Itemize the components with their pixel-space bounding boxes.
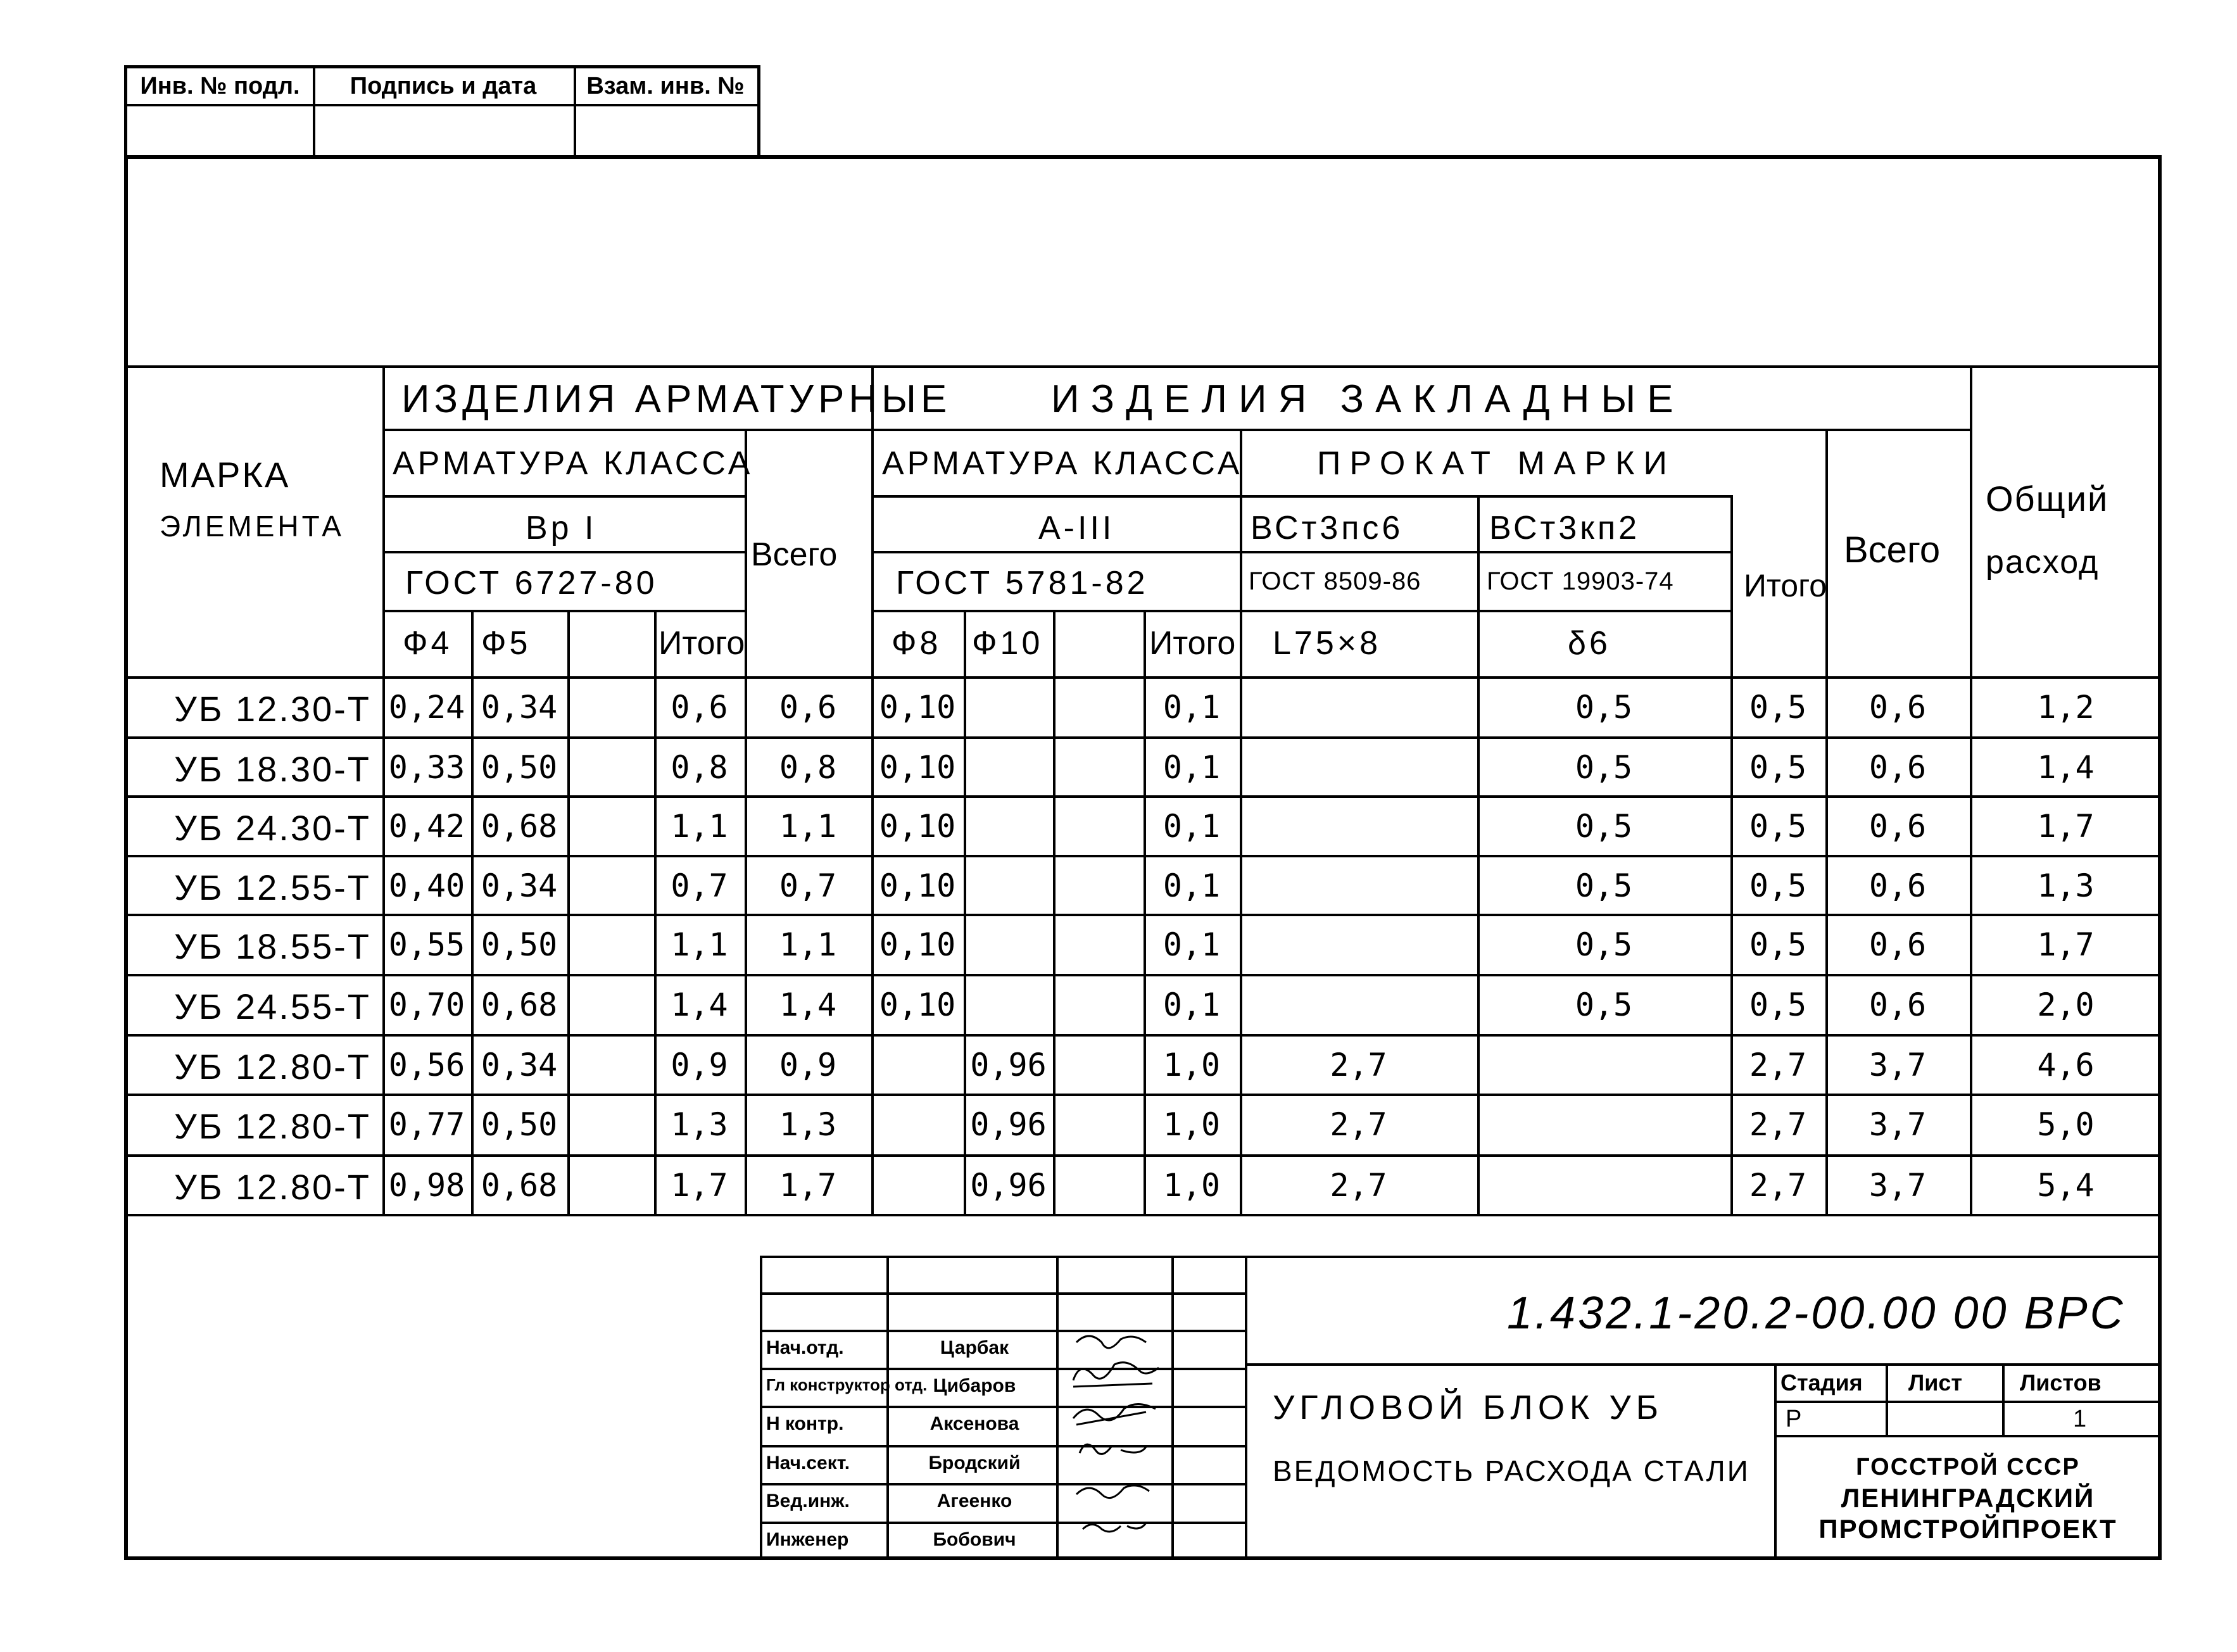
header-gost4: ГОСТ 19903-74 bbox=[1487, 567, 1674, 595]
cell-it1: 0,7 bbox=[671, 867, 728, 904]
cell-f8: 0,10 bbox=[879, 689, 956, 726]
cell-d6: 0,5 bbox=[1575, 689, 1633, 726]
cell-mark: УБ 12.80-Т bbox=[174, 1106, 371, 1146]
header-obshiy-line2: расход bbox=[1986, 544, 2100, 581]
cell-vs1: 1,3 bbox=[779, 1106, 837, 1143]
header-itogo1: Итого bbox=[658, 625, 745, 662]
signature-aksenova bbox=[1073, 1404, 1156, 1425]
cell-l75: 2,7 bbox=[1330, 1167, 1387, 1204]
signer-name: Цибаров bbox=[933, 1375, 1016, 1396]
cell-total: 1,3 bbox=[2037, 867, 2095, 904]
cell-mark: УБ 12.80-Т bbox=[174, 1167, 371, 1207]
cell-it3: 0,5 bbox=[1749, 987, 1807, 1023]
cell-vs2: 0,6 bbox=[1868, 867, 1927, 904]
cell-it1: 1,4 bbox=[671, 987, 728, 1023]
cell-f5: 0,50 bbox=[481, 1106, 558, 1143]
cell-total: 2,0 bbox=[2037, 987, 2095, 1023]
cell-vs1: 1,4 bbox=[779, 987, 837, 1023]
cell-it1: 0,9 bbox=[671, 1047, 728, 1083]
cell-total: 5,4 bbox=[2037, 1167, 2095, 1204]
signer-name: Царбак bbox=[940, 1337, 1009, 1358]
cell-f4: 0,40 bbox=[388, 867, 465, 904]
header-gost3: ГОСТ 8509-86 bbox=[1249, 567, 1421, 595]
cell-l75: 2,7 bbox=[1330, 1106, 1387, 1143]
document-name-line2: ВЕДОМОСТЬ РАСХОДА СТАЛИ bbox=[1273, 1454, 1750, 1487]
header-obshiy-line1: Общий bbox=[1986, 479, 2109, 519]
signature-tsarbak bbox=[1076, 1336, 1146, 1348]
cell-vs2: 0,6 bbox=[1868, 926, 1927, 963]
org-line3: ПРОМСТРОЙПРОЕКТ bbox=[1818, 1514, 2117, 1544]
cell-it3: 0,5 bbox=[1749, 926, 1807, 963]
cell-f5: 0,50 bbox=[481, 926, 558, 963]
cell-d6: 0,5 bbox=[1575, 749, 1633, 786]
header-gost1: ГОСТ 6727-80 bbox=[405, 565, 658, 602]
cell-it2: 0,1 bbox=[1163, 867, 1221, 904]
header-gost2: ГОСТ 5781-82 bbox=[896, 565, 1149, 602]
stamp-inv-podl-label: Инв. № подл. bbox=[127, 68, 313, 106]
cell-f5: 0,68 bbox=[481, 987, 558, 1023]
cell-vs2: 3,7 bbox=[1868, 1106, 1927, 1143]
signature-ageenko bbox=[1076, 1485, 1149, 1498]
cell-mark: УБ 24.55-Т bbox=[174, 987, 371, 1026]
stamp-vzam-label: Взам. инв. № bbox=[574, 68, 757, 106]
signer-role: Вед.инж. bbox=[766, 1491, 850, 1511]
header-arm-klassa-2: АРМАТУРА КЛАССА bbox=[882, 445, 1243, 482]
cell-f4: 0,70 bbox=[388, 987, 465, 1023]
cell-l75: 2,7 bbox=[1330, 1047, 1387, 1083]
header-l75: L75×8 bbox=[1273, 625, 1382, 662]
signer-role: Инженер bbox=[766, 1529, 849, 1550]
cell-it3: 0,5 bbox=[1749, 867, 1807, 904]
header-mark-line1: МАРКА bbox=[160, 455, 291, 495]
cell-f4: 0,77 bbox=[388, 1106, 465, 1143]
cell-f5: 0,34 bbox=[481, 1047, 558, 1083]
header-phi8: Ф8 bbox=[892, 625, 942, 662]
cell-mark: УБ 12.80-Т bbox=[174, 1047, 371, 1087]
cell-vs2: 0,6 bbox=[1868, 689, 1927, 726]
header-izd-arm: ИЗДЕЛИЯ АРМАТУРНЫЕ bbox=[401, 377, 952, 421]
cell-it3: 0,5 bbox=[1749, 749, 1807, 786]
cell-mark: УБ 18.55-Т bbox=[174, 926, 371, 966]
cell-f8: 0,10 bbox=[879, 987, 956, 1023]
cell-it2: 0,1 bbox=[1163, 926, 1221, 963]
cell-d6: 0,5 bbox=[1575, 867, 1633, 904]
signer-name: Аксенова bbox=[929, 1413, 1019, 1434]
cell-it2: 0,1 bbox=[1163, 689, 1221, 726]
cell-it1: 1,3 bbox=[671, 1106, 728, 1143]
signer-role: Гл конструктор отд. bbox=[766, 1375, 928, 1394]
header-vsego1: Всего bbox=[751, 536, 838, 573]
cell-mark: УБ 24.30-Т bbox=[174, 808, 371, 848]
cell-f4: 0,56 bbox=[388, 1047, 465, 1083]
header-phi4: Ф4 bbox=[403, 625, 453, 662]
cell-f4: 0,33 bbox=[388, 749, 465, 786]
header-bp1: Вр I bbox=[526, 510, 597, 546]
cell-vs2: 3,7 bbox=[1868, 1047, 1927, 1083]
cell-it3: 0,5 bbox=[1749, 689, 1807, 726]
header-prokat: ПРОКАТ МАРКИ bbox=[1317, 445, 1676, 482]
document-name-line1: УГЛОВОЙ БЛОК УБ bbox=[1273, 1389, 1664, 1427]
cell-f8: 0,10 bbox=[879, 808, 956, 845]
document-code: 1.432.1-20.2-00.00 00 ВРС bbox=[1507, 1288, 2126, 1339]
cell-vs2: 3,7 bbox=[1868, 1167, 1927, 1204]
cell-f5: 0,68 bbox=[481, 1167, 558, 1204]
cell-it3: 0,5 bbox=[1749, 808, 1807, 845]
cell-f5: 0,34 bbox=[481, 689, 558, 726]
cell-total: 1,7 bbox=[2037, 926, 2095, 963]
cell-d6: 0,5 bbox=[1575, 926, 1633, 963]
cell-it2: 0,1 bbox=[1163, 987, 1221, 1023]
cell-it1: 0,8 bbox=[671, 749, 728, 786]
signature-brodsky bbox=[1080, 1444, 1146, 1454]
header-phi5: Ф5 bbox=[481, 625, 531, 662]
signer-role: Н контр. bbox=[766, 1413, 844, 1434]
header-arm-klassa-1: АРМАТУРА КЛАССА bbox=[393, 445, 753, 482]
cell-f4: 0,24 bbox=[388, 689, 465, 726]
cell-total: 1,2 bbox=[2037, 689, 2095, 726]
signer-name: Бобович bbox=[933, 1529, 1016, 1550]
cell-it2: 0,1 bbox=[1163, 808, 1221, 845]
cell-f10: 0,96 bbox=[970, 1167, 1047, 1204]
cell-f4: 0,42 bbox=[388, 808, 465, 845]
cell-f10: 0,96 bbox=[970, 1106, 1047, 1143]
cell-vs2: 0,6 bbox=[1868, 749, 1927, 786]
header-vst3kp2: ВСт3кп2 bbox=[1489, 510, 1641, 546]
cell-it2: 1,0 bbox=[1163, 1167, 1221, 1204]
cell-it3: 2,7 bbox=[1749, 1047, 1807, 1083]
signer-name: Агеенко bbox=[936, 1491, 1012, 1511]
signatures-graphic bbox=[1070, 1330, 1165, 1532]
cell-f4: 0,55 bbox=[388, 926, 465, 963]
cell-total: 5,0 bbox=[2037, 1106, 2095, 1143]
cell-d6: 0,5 bbox=[1575, 808, 1633, 845]
header-phi10: Ф10 bbox=[972, 625, 1043, 662]
cell-f8: 0,10 bbox=[879, 749, 956, 786]
cell-f5: 0,34 bbox=[481, 867, 558, 904]
header-itogo-vertical: Итого bbox=[1744, 568, 1827, 603]
cell-vs1: 0,7 bbox=[779, 867, 837, 904]
listov-value: 1 bbox=[2073, 1406, 2087, 1432]
cell-mark: УБ 12.55-Т bbox=[174, 867, 371, 907]
cell-it1: 0,6 bbox=[671, 689, 728, 726]
cell-d6: 0,5 bbox=[1575, 987, 1633, 1023]
cell-f5: 0,50 bbox=[481, 749, 558, 786]
cell-f5: 0,68 bbox=[481, 808, 558, 845]
cell-mark: УБ 18.30-Т bbox=[174, 749, 371, 789]
header-izd-zakl: ИЗДЕЛИЯ ЗАКЛАДНЫЕ bbox=[1051, 377, 1685, 421]
header-vst3ps6: ВСт3пс6 bbox=[1251, 510, 1404, 546]
header-vsego2: Всего bbox=[1844, 529, 1941, 571]
signer-role: Нач.отд. bbox=[766, 1337, 844, 1358]
signature-tsibarov bbox=[1073, 1363, 1159, 1387]
cell-it3: 2,7 bbox=[1749, 1167, 1807, 1204]
cell-it2: 0,1 bbox=[1163, 749, 1221, 786]
cell-f4: 0,98 bbox=[388, 1167, 465, 1204]
cell-it3: 2,7 bbox=[1749, 1106, 1807, 1143]
header-a3: А-III bbox=[1038, 510, 1115, 546]
header-itogo2: Итого bbox=[1149, 625, 1236, 662]
stadia-value: Р bbox=[1786, 1406, 1802, 1432]
signer-name: Бродский bbox=[928, 1453, 1021, 1473]
cell-mark: УБ 12.30-Т bbox=[174, 689, 371, 729]
cell-vs1: 0,6 bbox=[779, 689, 837, 726]
cell-total: 1,4 bbox=[2037, 749, 2095, 786]
cell-vs1: 1,1 bbox=[779, 926, 837, 963]
org-line2: ЛЕНИНГРАДСКИЙ bbox=[1841, 1483, 2095, 1513]
cell-f8: 0,10 bbox=[879, 867, 956, 904]
cell-total: 4,6 bbox=[2037, 1047, 2095, 1083]
cell-it1: 1,1 bbox=[671, 926, 728, 963]
list-label: Лист bbox=[1908, 1370, 1963, 1396]
cell-it1: 1,7 bbox=[671, 1167, 728, 1204]
cell-it2: 1,0 bbox=[1163, 1047, 1221, 1083]
cell-vs2: 0,6 bbox=[1868, 987, 1927, 1023]
signature-bobovich bbox=[1083, 1523, 1146, 1532]
cell-total: 1,7 bbox=[2037, 808, 2095, 845]
header-mark-line2: ЭЛЕМЕНТА bbox=[160, 510, 344, 543]
cell-vs2: 0,6 bbox=[1868, 808, 1927, 845]
signer-role: Нач.сект. bbox=[766, 1453, 850, 1473]
cell-f8: 0,10 bbox=[879, 926, 956, 963]
cell-vs1: 1,7 bbox=[779, 1167, 837, 1204]
cell-vs1: 0,9 bbox=[779, 1047, 837, 1083]
org-line1: ГОССТРОЙ СССР bbox=[1856, 1454, 2080, 1480]
cell-vs1: 1,1 bbox=[779, 808, 837, 845]
cell-it1: 1,1 bbox=[671, 808, 728, 845]
cell-it2: 1,0 bbox=[1163, 1106, 1221, 1143]
cell-vs1: 0,8 bbox=[779, 749, 837, 786]
stadia-label: Стадия bbox=[1780, 1370, 1863, 1396]
listov-label: Листов bbox=[2020, 1370, 2102, 1396]
stamp-podpis-label: Подпись и дата bbox=[313, 68, 574, 106]
header-d6: δ6 bbox=[1568, 625, 1611, 662]
cell-f10: 0,96 bbox=[970, 1047, 1047, 1083]
